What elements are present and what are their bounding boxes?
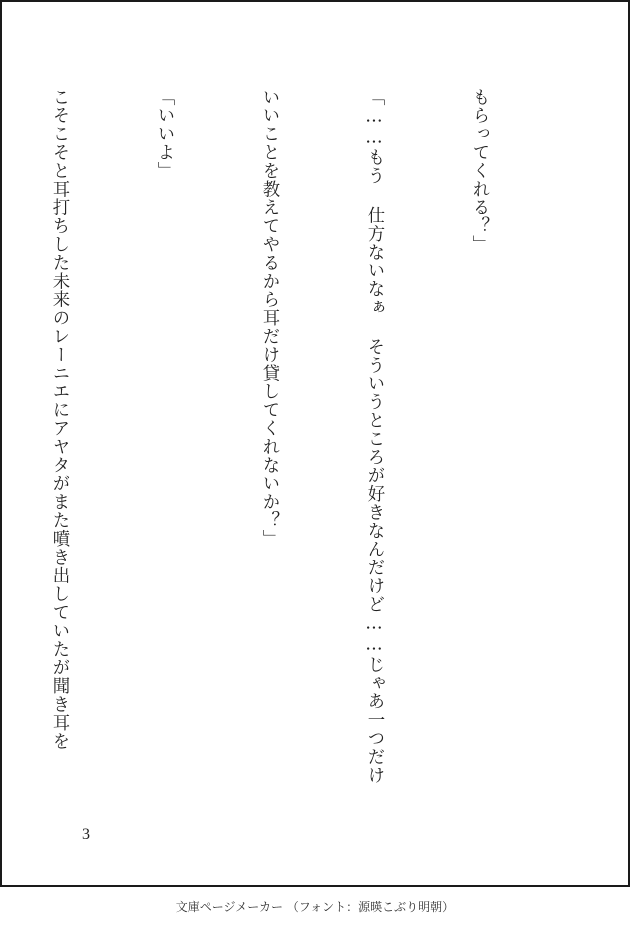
vertical-text-body (0, 88, 566, 808)
page-number: 3 (82, 826, 90, 843)
text-line: もらってくれる？」 (469, 88, 489, 254)
text-line: こそこそと耳打ちした未来のレーニエにアヤタがまた噴き出していたが聞き耳を (49, 88, 69, 751)
text-line: 「いいよ」 (154, 88, 174, 180)
text-line: 「……もう 仕方ないなぁ そういうところが好きなんだけど……じゃあ一つだけ (364, 88, 384, 785)
text-line: いいことを教えてやるから耳だけ貸してくれないか？」 (259, 88, 279, 548)
footer-credit: 文庫ページメーカー （フォント：源暎こぶり明朝） (175, 900, 455, 914)
